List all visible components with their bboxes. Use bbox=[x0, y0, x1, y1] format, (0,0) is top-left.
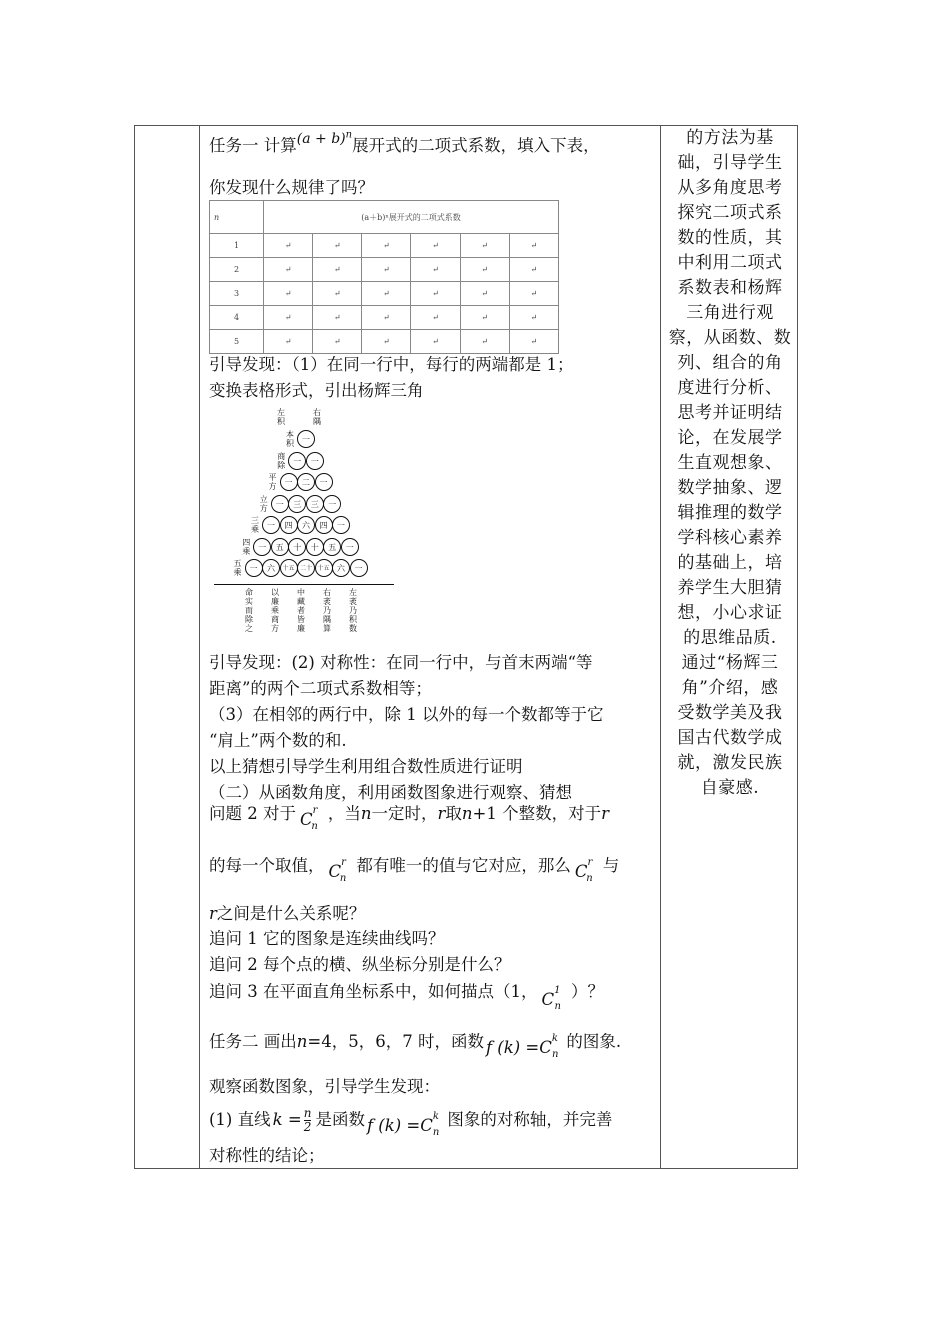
side-note-line: 自豪感. bbox=[700, 778, 760, 798]
guide2-line4: “肩上”两个数的和. bbox=[209, 731, 347, 750]
triangle-cell: 十五 bbox=[315, 559, 333, 577]
side-note-line: 辑推理的数学 bbox=[677, 503, 783, 523]
triangle-cell: 二十 bbox=[297, 559, 315, 577]
triangle-cell: 三 bbox=[306, 495, 324, 513]
task1-line1 bbox=[209, 129, 600, 156]
side-note-line: 三角进行观 bbox=[686, 303, 774, 323]
side-note-line: 受数学美及我 bbox=[677, 703, 783, 723]
triangle-cell: 三 bbox=[288, 495, 306, 513]
side-note-line: 数学抽象、逻 bbox=[677, 478, 783, 498]
triangle-cell: 六 bbox=[262, 559, 280, 577]
triangle-side-label: 本 积 bbox=[286, 430, 294, 448]
triangle-cell: 一 bbox=[245, 559, 263, 577]
triangle-cell: 一 bbox=[297, 430, 315, 448]
guide1-block bbox=[209, 352, 574, 404]
guide2-line1: 引导发现：(2) 对称性：在同一行中，与首末两端“等 bbox=[209, 653, 593, 672]
triangle-side-label: 平 方 bbox=[268, 473, 277, 491]
side-note-line: 通过“杨辉三 bbox=[681, 653, 779, 673]
triangle-cell: 十 bbox=[288, 538, 306, 556]
column-divider-left bbox=[199, 125, 200, 1169]
triangle-cell: 一 bbox=[315, 473, 333, 491]
coefficient-table bbox=[209, 200, 559, 354]
side-note-line: 生直观想象、 bbox=[677, 453, 783, 473]
side-note-line: 就，激发民族 bbox=[677, 753, 783, 773]
triangle-base-line bbox=[214, 584, 394, 585]
triangle-cell: 一 bbox=[271, 495, 289, 513]
side-note-line: 学科核心素养 bbox=[677, 528, 783, 548]
table-row: 4 ↵ ↵ ↵ ↵ ↵ ↵ bbox=[210, 306, 559, 330]
table-row: 3 ↵ ↵ ↵ ↵ ↵ ↵ bbox=[210, 282, 559, 306]
table-row: 1 ↵ ↵ ↵ ↵ ↵ ↵ bbox=[210, 234, 559, 258]
triangle-bottom-label: 左 袤 乃 积 数 bbox=[349, 588, 357, 633]
triangle-cell: 五 bbox=[271, 538, 289, 556]
column-divider-right bbox=[660, 125, 661, 1169]
side-note-line: 养学生大胆猜 bbox=[677, 578, 783, 598]
header-n: n bbox=[210, 201, 264, 234]
side-note-line: 察，从函数、数 bbox=[668, 328, 792, 348]
triangle-cell: 一 bbox=[288, 452, 306, 470]
followup-3: 追问 3 在平面直角坐标系中，如何描点（1， $C^1_n$）？ bbox=[209, 982, 604, 1012]
table-row: 5 ↵ ↵ ↵ ↵ ↵ ↵ bbox=[210, 330, 559, 354]
triangle-top-label: 左 积 bbox=[277, 408, 285, 426]
observe-line3: 对称性的结论； bbox=[209, 1146, 325, 1165]
side-note-line: 度进行分析、 bbox=[677, 378, 783, 398]
side-note-line: 中利用二项式 bbox=[677, 253, 783, 273]
side-note-line: 的思维品质. bbox=[683, 628, 777, 648]
triangle-cell: 十五 bbox=[280, 559, 298, 577]
followup-2: 追问 2 每个点的横、纵坐标分别是什么？ bbox=[209, 955, 511, 974]
triangle-cell: 一 bbox=[253, 538, 271, 556]
side-note-line: 的方法为基 bbox=[686, 128, 774, 148]
side-note-line: 探究二项式系 bbox=[677, 203, 783, 223]
triangle-cell: 二 bbox=[297, 473, 315, 491]
observe-line1: 观察函数图象，引导学生发现： bbox=[209, 1077, 440, 1096]
guide2-line2: 距离”的两个二项式系数相等； bbox=[209, 679, 432, 698]
guide2-line3: （3）在相邻的两行中，除 1 以外的每一个数都等于它 bbox=[209, 705, 604, 724]
triangle-cell: 六 bbox=[297, 516, 315, 534]
task1-prefix: 任务一 计算 bbox=[209, 136, 297, 155]
triangle-cell: 一 bbox=[341, 538, 359, 556]
side-note-line: 数的性质，其 bbox=[677, 228, 783, 248]
followup-1: 追问 1 它的图象是连续曲线吗？ bbox=[209, 929, 445, 948]
side-note-line: 思考并证明结 bbox=[677, 403, 783, 423]
header-title: (a＋b)ⁿ展开式的二项式系数 bbox=[264, 201, 559, 234]
q2-line2: 的每一个取值， $C^r_n$都有唯一的值与它对应，那么 $C^r_n$与 bbox=[209, 856, 620, 884]
triangle-side-label: 三 乘 bbox=[251, 516, 259, 534]
triangle-cell: 四 bbox=[280, 516, 298, 534]
side-note-line: 国古代数学成 bbox=[677, 728, 783, 748]
triangle-side-label: 四 乘 bbox=[242, 537, 251, 556]
table-row: 2 ↵ ↵ ↵ ↵ ↵ ↵ bbox=[210, 258, 559, 282]
side-note bbox=[666, 126, 794, 801]
triangle-cell: 一 bbox=[332, 516, 350, 534]
task1-suffix: 展开式的二项式系数，填入下表， bbox=[352, 136, 600, 155]
q2-line1: 问题 2 对于 $C^r_n$，当n一定时，r取n+1 个整数，对于r bbox=[209, 804, 609, 832]
triangle-cell: 一 bbox=[323, 495, 341, 513]
side-note-line: 论，在发展学 bbox=[677, 428, 783, 448]
observe-line2: (1) 直线 k = $\frac{n}{2}$ 是函数 f $(k) =C^k_n$图象的对称轴，并完善 bbox=[209, 1106, 613, 1138]
guide2-line6: （二）从函数角度，利用函数图象进行观察、猜想 bbox=[209, 783, 572, 802]
task2-line: 任务二 画出n=4，5，6，7 时，函数 f $(k) =C^k_n$的图象. bbox=[209, 1032, 622, 1060]
triangle-cell: 四 bbox=[315, 516, 333, 534]
triangle-cell: 一 bbox=[350, 559, 368, 577]
guide1-line1: 引导发现：（1）在同一行中，每行的两端都是 1； bbox=[209, 355, 574, 374]
guide1-line2: 变换表格形式，引出杨辉三角 bbox=[209, 381, 424, 400]
triangle-cell: 六 bbox=[332, 559, 350, 577]
side-note-line: 的基础上，培 bbox=[677, 553, 783, 573]
triangle-cell: 五 bbox=[323, 538, 341, 556]
side-note-line: 础，引导学生 bbox=[677, 153, 783, 173]
triangle-bottom-label: 中 藏 者 皆 廉 bbox=[297, 588, 305, 633]
yanghui-triangle bbox=[214, 405, 404, 645]
guide2-line5: 以上猜想引导学生利用组合数性质进行证明 bbox=[209, 757, 523, 776]
task1-expr: (a + b)n bbox=[296, 129, 353, 147]
triangle-side-label: 五 乘 bbox=[233, 559, 242, 577]
triangle-cell: 十 bbox=[306, 538, 324, 556]
table-header-row bbox=[210, 201, 559, 234]
task1-line2: 你发现什么规律了吗？ bbox=[209, 178, 374, 197]
triangle-top-label: 右 隅 bbox=[313, 408, 321, 426]
guide2-block bbox=[209, 650, 659, 806]
side-note-line: 从多角度思考 bbox=[677, 178, 783, 198]
side-note-line: 列、组合的角 bbox=[677, 353, 783, 373]
followups-block bbox=[209, 926, 511, 978]
triangle-cell: 一 bbox=[280, 473, 298, 491]
triangle-side-label: 立 方 bbox=[259, 494, 268, 513]
triangle-bottom-label: 以 廉 乘 商 方 bbox=[271, 588, 279, 633]
q2-line3: r之间是什么关系呢？ bbox=[209, 904, 366, 923]
triangle-bottom-label: 右 袤 乃 隅 算 bbox=[323, 588, 331, 633]
side-note-line: 系数表和杨辉 bbox=[677, 278, 783, 298]
triangle-cell: 一 bbox=[306, 452, 324, 470]
side-note-line: 角”介绍，感 bbox=[681, 678, 779, 698]
triangle-side-label: 商 除 bbox=[277, 451, 286, 470]
side-note-line: 想，小心求证 bbox=[677, 603, 783, 623]
triangle-cell: 一 bbox=[262, 516, 280, 534]
triangle-bottom-label: 命 实 而 除 之 bbox=[245, 588, 253, 633]
